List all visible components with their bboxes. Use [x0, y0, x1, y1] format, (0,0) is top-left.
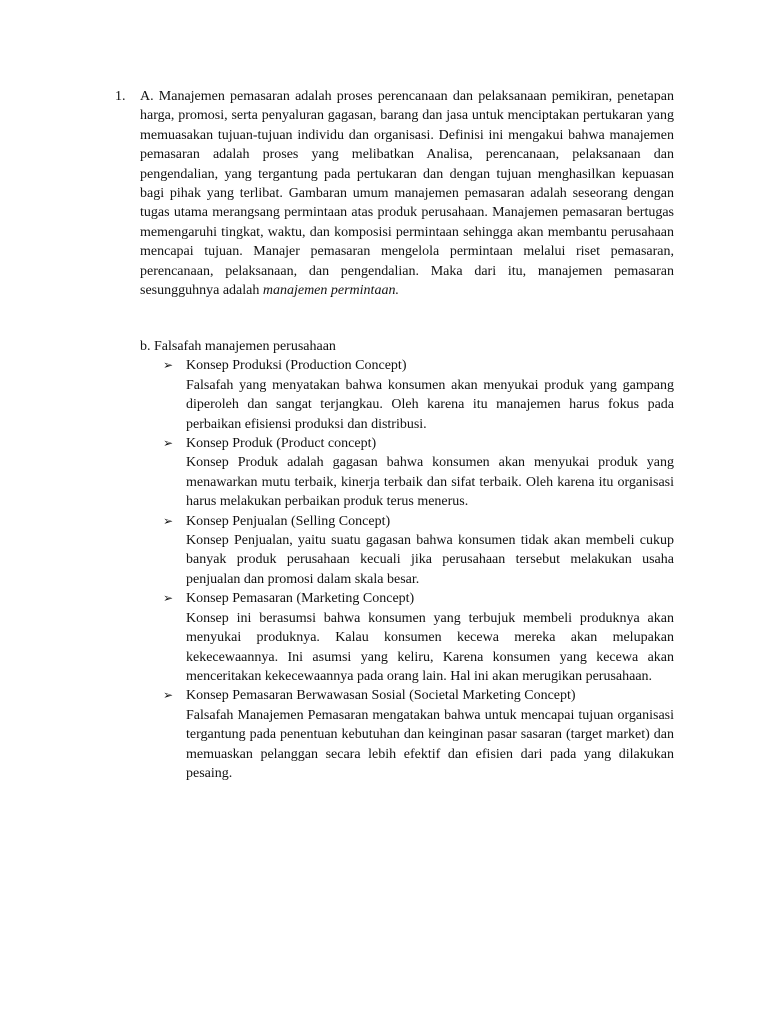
concept-item: [140, 356, 674, 434]
section-a-emphasis: manajemen permintaan.: [262, 283, 399, 299]
arrow-bullet-icon: ➢: [163, 513, 174, 528]
concept-item: [140, 589, 674, 686]
section-b: [140, 337, 674, 783]
concept-description: Falsafah yang menyatakan bahwa konsumen akan menyukai produk yang gampang diperoleh dan sangat terjangkau. Oleh karena itu manajemen harus fokus pada perbaikan efisiensi produksi dan distribusi.: [186, 377, 674, 432]
concept-title-text: Konsep Pemasaran Berwawasan Sosial (Societal Marketing Concept): [186, 688, 576, 704]
concept-title: [163, 356, 674, 375]
section-b-heading: b. Falsafah manajemen perusahaan: [140, 339, 336, 354]
list-number: 1.: [115, 89, 126, 104]
arrow-bullet-icon: ➢: [163, 436, 174, 451]
concept-item: [140, 512, 674, 590]
arrow-bullet-icon: ➢: [163, 688, 174, 703]
concept-title-text: Konsep Produk (Product concept): [186, 436, 377, 452]
concept-description: Konsep Produk adalah gagasan bahwa konsumen akan menyukai produk yang menawarkan mutu terbaik, kinerja terbaik dan sifat terbaik. Oleh karena itu organisasi harus melakukan perbaikan produk terus menerus.: [186, 455, 674, 510]
concept-description: Konsep Penjualan, yaitu suatu gagasan bahwa konsumen tidak akan membeli cukup banyak produk perusahaan kecuali jika perusahaan tersebut melakukan usaha penjualan dan promosi dalam skala besar.: [186, 533, 674, 587]
concept-title: [163, 434, 674, 453]
concept-description: Falsafah Manajemen Pemasaran mengatakan bahwa untuk mencapai tujuan organisasi tergantung pada penentuan kebutuhan dan keinginan pasar sasaran (target market) dan memuaskan pelanggan secara lebih efektif dan efisien dari pada yang dilakukan pesaing.: [186, 707, 674, 781]
arrow-bullet-icon: ➢: [163, 358, 174, 373]
concept-title: [163, 589, 674, 608]
section-a-text: A. Manajemen pemasaran adalah proses perencanaan dan pelaksanaan pemikiran, penetapan harga, promosi, serta penyaluran gagasan, barang dan jasa untuk menciptakan pertukaran yang memuasakan tujuan-tujuan individu dan organisasi. Definisi ini mengakui bahwa manajemen pemasaran adalah proses yang melibatkan Analisa, perencanaan, pelaksanaan dan pengendalian, yang tergantung pada pertukaran dan dengan tujuan menghasilkan kepuasan bagi pihak yang terlibat. Gambaran umum manajemen pemasaran adalah seseorang dengan tugas utama merangsang permintaan atas produk perusahaan. Manajemen pemasaran bertugas memengaruhi tingkat, waktu, dan komposisi permintaan sehingga akan membantu perusahaan mencapai tujuan. Manajer pemasaran mengelola permintaan melalui riset pemasaran, perencanaan, pelaksanaan, dan pengendalian. Maka dari itu, manajemen pemasaran sesungguhnya adalah: [140, 89, 674, 299]
concept-item: [140, 686, 674, 783]
concept-title-text: Konsep Produksi (Production Concept): [186, 358, 407, 374]
section-a-paragraph: [140, 87, 674, 300]
arrow-bullet-icon: ➢: [163, 591, 174, 606]
concept-title: [163, 686, 674, 705]
concept-item: [140, 434, 674, 512]
concept-description: Konsep ini berasumsi bahwa konsumen yang terbujuk membeli produknya akan menyukai produknya. Kalau konsumen kecewa mereka akan melupakan kekecewaannya. Ini asumsi yang keliru, Karena konsumen yang kecewa akan menceritakan kekecewaannya pada orang lain. Hal ini akan merugikan perusahaan.: [186, 610, 674, 684]
concept-title: [163, 512, 674, 531]
concept-title-text: Konsep Pemasaran (Marketing Concept): [186, 591, 415, 607]
concept-title-text: Konsep Penjualan (Selling Concept): [186, 513, 391, 529]
